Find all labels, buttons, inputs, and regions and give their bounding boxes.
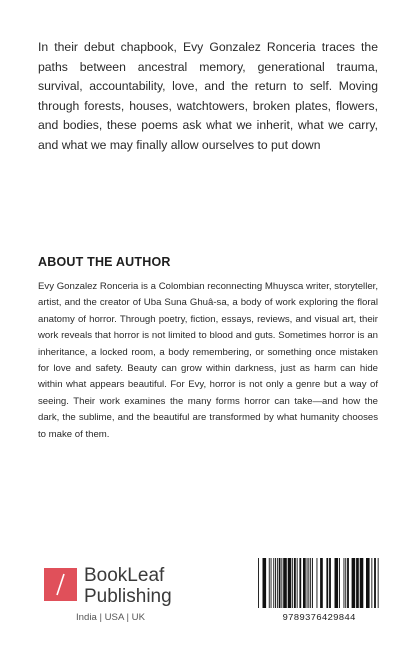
barcode-bar [366, 558, 370, 608]
barcode-bar [335, 558, 339, 608]
barcode-bar [339, 558, 340, 608]
about-author-heading: ABOUT THE AUTHOR [38, 255, 171, 269]
publisher-logo [44, 565, 184, 615]
barcode-bar [288, 558, 292, 608]
barcode-bar [269, 558, 270, 608]
barcode-bar [345, 558, 346, 608]
publisher-name-line1: BookLeaf [84, 565, 165, 586]
barcode-bar [308, 558, 309, 608]
barcode-bar [326, 558, 328, 608]
barcode-bar [292, 558, 293, 608]
barcode-bar [279, 558, 281, 608]
barcode-bar [352, 558, 356, 608]
barcode-bar [258, 558, 259, 608]
barcode-bar [371, 558, 372, 608]
barcode-bar [317, 558, 318, 608]
barcode-bar [347, 558, 349, 608]
barcode-bar [320, 558, 323, 608]
barcode-bar [307, 558, 308, 608]
isbn-number: 9789376429844 [282, 612, 356, 623]
barcode-bar [360, 558, 364, 608]
barcode-bar [374, 558, 376, 608]
barcode-bar [378, 558, 379, 608]
publisher-name [84, 565, 172, 607]
barcode-bar [281, 558, 282, 608]
publisher-name-line2: Publishing [84, 586, 172, 607]
barcode-bar [303, 558, 306, 608]
barcode-bar [263, 558, 267, 608]
barcode-bar [271, 558, 272, 608]
barcode-bar [344, 558, 345, 608]
barcode-bar [277, 558, 278, 608]
publisher-regions: India | USA | UK [76, 612, 145, 623]
barcode-bar [329, 558, 331, 608]
barcode-bar [310, 558, 311, 608]
barcode-bar [312, 558, 313, 608]
barcode-bar [273, 558, 274, 608]
barcode-bar [299, 558, 301, 608]
publisher-slash-mark [44, 568, 77, 601]
barcode-bar [297, 558, 298, 608]
barcode-bar [283, 558, 287, 608]
barcode-bar [356, 558, 359, 608]
isbn-barcode [256, 558, 382, 638]
back-cover-blurb: In their debut chapbook, Evy Gonzalez Ronceria traces the paths between ancestral memory, generational trauma, survival, accountability, love, and the return to self. Moving through forests, houses, watchtowers, broken plates, flowers, and bodies, these poems ask what we inherit, what we carry, and what we may finally allow ourselves to put down [38, 40, 378, 152]
barcode-bar [294, 558, 296, 608]
author-bio: Evy Gonzalez Ronceria is a Colombian reconnecting Mhuysca writer, storyteller, artist, and the creator of Uba Suna Ghuâ-sa, a body of work exploring the floral anatomy of horror. Through poetry, fiction, essays, reviews, and visual art, their work reveals that horror is not limited to blood and guts. Sometimes horror is an inheritance, a locked room, a body remembering, or something once mistaken for love and safety. Beauty can grow within darkness, just as harm can hide within what appears beautiful. For Evy, horror is not only a genre but a way of seeing. Their work examines the many forms horror can take—and how the dark, the sublime, and the beautiful are transformed by what humanity chooses to make of them. [38, 281, 378, 440]
barcode-bar [275, 558, 276, 608]
